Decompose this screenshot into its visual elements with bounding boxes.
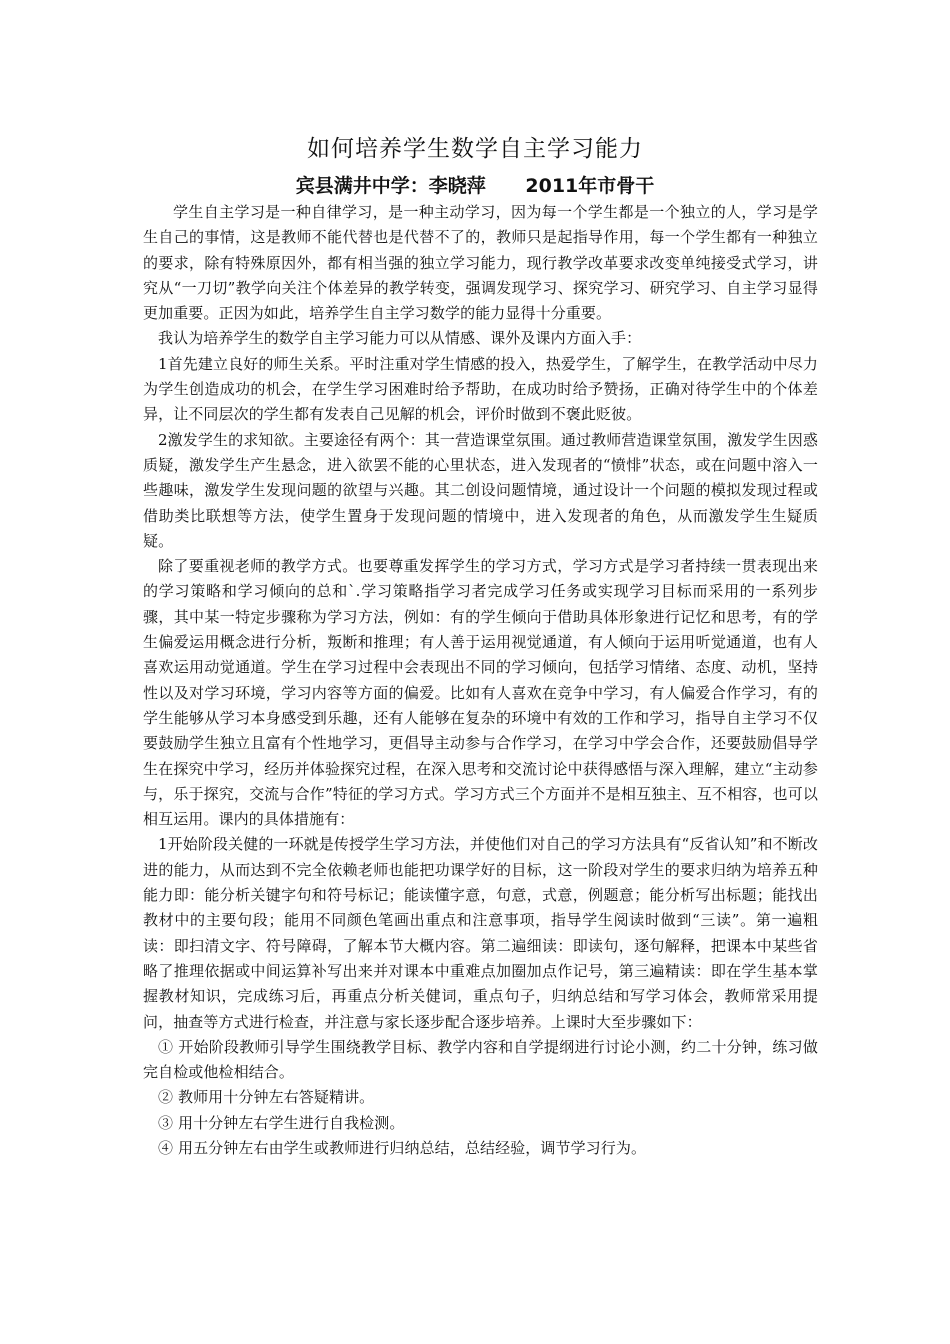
paragraph-point-1: 1首先建立良好的师生关系。平时注重对学生情感的投入，热爱学生，了解学生，在教学活动中尽力为学生创造成功的机会，在学生学习困难时给予帮助，在成功时给予赞扬，正确对待学生中的个体差异，让不同层次的学生都有发表自己见解的机会，评价时做到不褒此贬彼。 (143, 354, 818, 424)
paragraph-intro: 学生自主学习是一种自律学习，是一种主动学习，因为每一个学生都是一个独立的人，学习是学生自己的事情，这是教师不能代替也是代替不了的，教师只是起指导作用，每一个学生都有一种独立的要求，除有特殊原因外，都有相当强的独立学习能力，现行教学改革要求改变单纯接受式学习，讲究从“一刀切”教学向关注个体差异的教学转变，强调发现学习、探究学习、研究学习、自主学习显得更加重要。正因为如此，培养学生自主学习数学的能力显得十分重要。 (143, 203, 818, 323)
paragraph-classroom-method: 1开始阶段关健的一环就是传授学生学习方法，并使他们对自己的学习方法具有“反省认知”和不断改进的能力，从而达到不完全依赖老师也能把功课学好的目标，这一阶段对学生的要求归纳为培养五种能力即：能分析关键字句和符号标记；能读懂字意，句意，式意，例题意；能分析写出标题；能找出教材中的主要句段；能用不同颜色笔画出重点和注意事项，指导学生阅读时做到“三读”。第一遍粗读：即扫清文字、符号障碍，了解本节大概内容。第二遍细读：即读句，逐句解释，把课本中某些省略了推理依据或中间运算补写出来并对课本中重难点加圈加点作记号，第三遍精读：即在学生基本掌握教材知识，完成练习后，再重点分析关健词，重点句子，归纳总结和写学习体会，教师常采用提问，抽查等方式进行检查，并注意与家长逐步配合逐步培养。上课时大至步骤如下： (143, 835, 818, 1031)
list-step-1: ① 开始阶段教师引导学生围绕教学目标、教学内容和自学提纲进行讨论小测，约二十分钟，练习做完自检或他检相结合。 (143, 1037, 818, 1082)
author-line: 宾县满井中学：李晓萍 2011年市骨干 (295, 175, 655, 197)
document-title: 如何培养学生数学自主学习能力 (307, 136, 643, 162)
list-step-4: ④ 用五分钟左右由学生或教师进行归纳总结，总结经验，调节学习行为。 (158, 1138, 647, 1157)
list-step-3: ③ 用十分钟左右学生进行自我检测。 (158, 1113, 405, 1132)
paragraph-learning-style: 除了要重视老师的教学方式。也要尊重发挥学生的学习方式，学习方式是学习者持续一贯表现出来的学习策略和学习倾向的总和`.学习策略指学习者完成学习任务或实现学习目标而采用的一系列步骤，其中某一特定步骤称为学习方法，例如：有的学生倾向于借助具体形象进行记忆和思考，有的学生偏爱运用概念进行分析，叛断和推理；有人善于运用视觉通道，有人倾向于运用听觉通道，也有人喜欢运用动觉通道。学生在学习过程中会表现出不同的学习倾向，包括学习情绪、态度、动机，坚持性以及对学习环境，学习内容等方面的偏爱。比如有人喜欢在竞争中学习，有人偏爱合作学习，有的学生能够从学习本身感受到乐趣，还有人能够在复杂的环境中有效的工作和学习，指导自主学习不仅要鼓励学生独立且富有个性地学习，更倡导主动参与合作学习，在学习中学会合作，还要鼓励倡导学生在探究中学习，经历并体验探究过程，在深入思考和交流讨论中获得感悟与深入理解，建立“主动参与，乐于探究，交流与合作”特征的学习方式。学习方式三个方面并不是相互独主、互不相容，也可以相互运用。课内的具体措施有： (143, 557, 818, 829)
paragraph-point-2: 2激发学生的求知欲。主要途径有两个：其一营造课堂氛围。通过教师营造课堂氛围，激发学生因惑质疑，激发学生产生悬念，进入欲罢不能的心里状态，进入发现者的“愤悱”状态，或在问题中溶入一些趣味，激发学生发现问题的欲望与兴趣。其二创设问题情境，通过设计一个问题的模拟发现过程或借助类比联想等方法，使学生置身于发现问题的情境中，进入发现者的角色，从而激发学生生疑质疑。 (143, 430, 818, 550)
document-body (143, 200, 818, 1161)
list-step-2: ② 教师用十分钟左右答疑精讲。 (158, 1088, 375, 1107)
paragraph-approach: 我认为培养学生的数学自主学习能力可以从情感、课外及课内方面入手： (158, 329, 642, 348)
